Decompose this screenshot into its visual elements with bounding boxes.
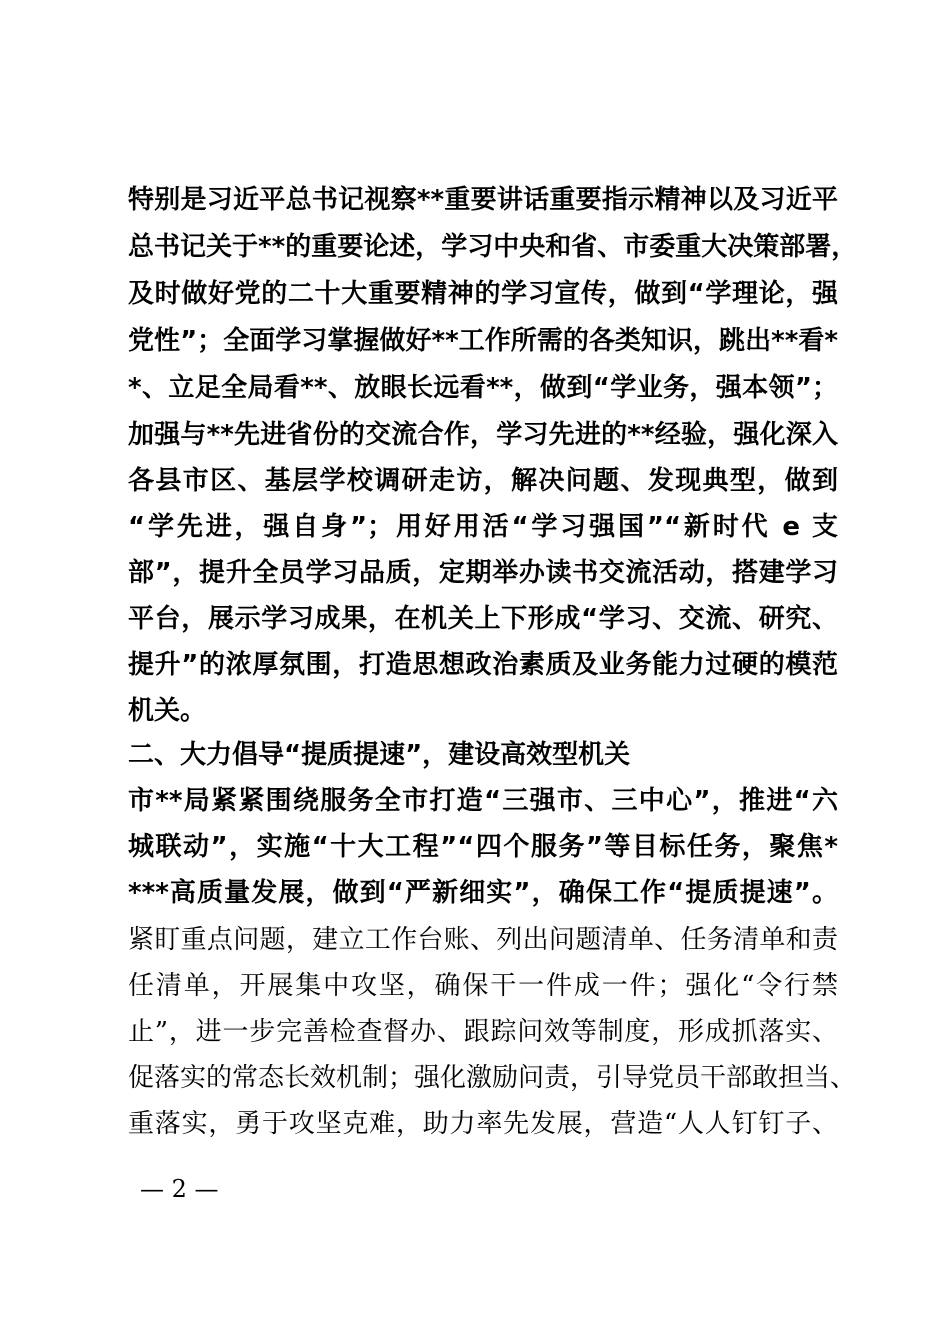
body-text-line: 特别是习近平总书记视察**重要讲话重要指示精神以及习近平	[128, 185, 838, 215]
body-text-line: 平台，展示学习成果，在机关上下形成“学习、交流、研究、	[128, 604, 838, 634]
body-text-line: 加强与**先进省份的交流合作，学习先进的**经验，强化深入	[128, 420, 838, 450]
body-text-line: 各县市区、基层学校调研走访，解决问题、发现典型，做到	[128, 466, 838, 496]
body-text-line: 任清单，开展集中攻坚，确保干一件成一件；强化“令行禁	[128, 971, 838, 1001]
section-heading: 二、大力倡导“提质提速”，建设高效型机关	[128, 740, 631, 770]
page-number: — 2 —	[140, 1175, 219, 1203]
body-text-line: 止”，进一步完善检查督办、跟踪问效等制度，形成抓落实、	[128, 1017, 838, 1047]
body-text-line: 及时做好党的二十大重要精神的学习宣传，做到“学理论，强	[128, 279, 838, 309]
body-text-line: 紧盯重点问题，建立工作台账、列出问题清单、任务清单和责	[128, 925, 838, 955]
body-text-line: 党性”；全面学习掌握做好**工作所需的各类知识，跳出**看*	[128, 326, 838, 356]
body-text-line: 机关。	[128, 696, 207, 726]
body-text-line: 部”，提升全员学习品质，定期举办读书交流活动，搭建学习	[128, 558, 838, 588]
body-text-line: “学先进，强自身”；用好用活“学习强国”“新时代 e 支	[128, 512, 838, 542]
body-text-line: 促落实的常态长效机制；强化激励问责，引导党员干部敢担当、	[128, 1063, 857, 1093]
body-text-line: ***高质量发展，做到“严新细实”，确保工作“提质提速”。	[128, 878, 838, 908]
body-text-line: 城联动”，实施“十大工程”“四个服务”等目标任务，聚焦*	[128, 832, 838, 862]
body-text-line: *、立足全局看**、放眼长远看**，做到“学业务，强本领”；	[128, 373, 838, 403]
body-text-line: 总书记关于**的重要论述，学习中央和省、市委重大决策部署，	[128, 232, 858, 262]
body-text-line: 提升”的浓厚氛围，打造思想政治素质及业务能力过硬的模范	[128, 650, 838, 680]
body-text-line: 重落实，勇于攻坚克难，助力率先发展，营造“人人钉钉子、	[128, 1109, 838, 1139]
body-text-line: 市**局紧紧围绕服务全市打造“三强市、三中心”，推进“六	[128, 786, 838, 816]
